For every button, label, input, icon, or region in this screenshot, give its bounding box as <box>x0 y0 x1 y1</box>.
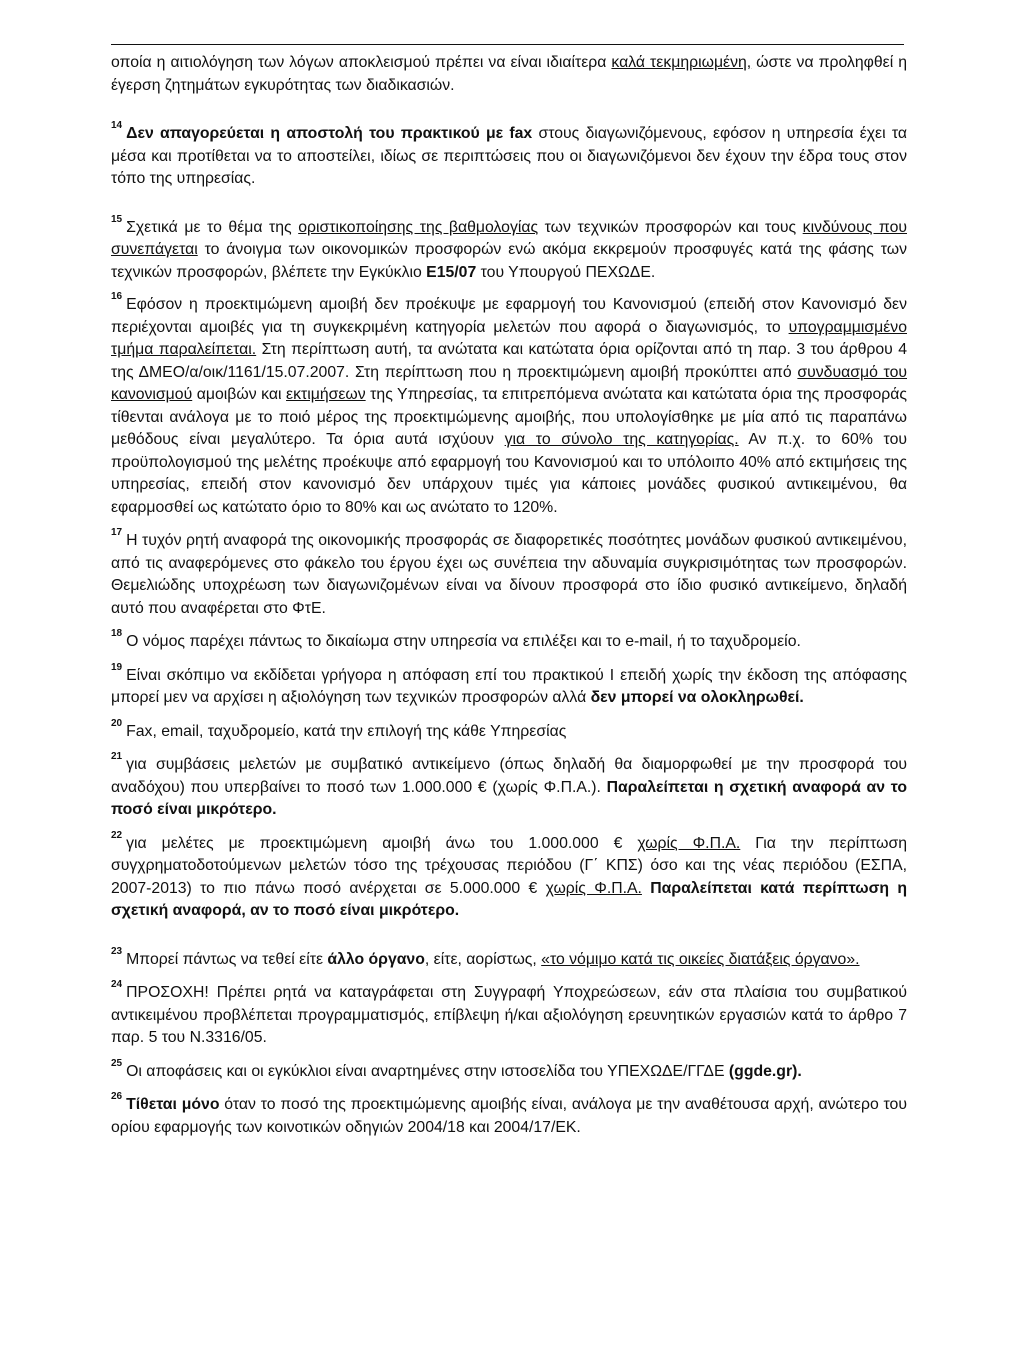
footnote-number: 19 <box>111 661 123 673</box>
footnote-19: $^{19}$ Είναι σκόπιμο να εκδίδεται γρήγορα η απόφαση επί του πρακτικού Ι επειδή χωρίς την έκδοση της απόφασης μπορεί μεν να αρχίσει η αξιολόγηση των τεχνικών προσφορών αλλά δεν μπορεί να ολοκληρωθεί. <box>111 661 907 706</box>
footnote-24: $^{24}$ ΠΡΟΣΟΧΗ! Πρέπει ρητά να καταγράφεται στη Συγγραφή Υποχρεώσεων, εάν στα πλαίσια του συμβατικού αντικειμένου προβλέπεται προγραμματισμός, επίβλεψη ή/και αξιολόγηση ερευνητικών εργασιών κατά το άρθρο 7 παρ. 5 του Ν.3316/05. <box>111 979 907 1046</box>
footnote-number: 17 <box>111 527 123 538</box>
footnote-17: $^{17}$ Η τυχόν ρητή αναφορά της οικονομικής προσφοράς σε διαφορετικές ποσότητες μονάδων φυσικού αντικειμένου, από τις αναφερόμενες στο φάκελο του έργου έχει ως συνέπεια την αδυναμία συγκρισιμότητας των προσφορών. Θεμελιώδης υποχρέωση των διαγωνιζομένων είναι να δίνουν προσφορά στο ίδιο φυσικό αντικείμενο, δηλαδή αυτό που αναφέρεται στο ΦτΕ. <box>111 527 907 617</box>
footnote-14: $^{14}$ Δεν απαγορεύεται η αποστολή του πρακτικού με fax στους διαγωνιζόμενους, εφόσον η υπηρεσία έχει τα μέσα και προτίθεται να το αποστείλει, ιδίως σε περιπτώσεις που οι διαγωνιζόμενοι δεν έχουν την έδρα τους στον τόπο της υπηρεσίας. <box>111 120 907 187</box>
footnote-21: $^{21}$ για συμβάσεις μελετών με συμβατικό αντικείμενο (όπως δηλαδή θα διαμορφωθεί με την προσφορά του αναδόχου) που υπερβαίνει το ποσό των 1.000.000 € (χωρίς Φ.Π.Α.). Παραλείπεται η σχετική αναφορά αν το ποσό είναι μικρότερο. <box>111 751 907 818</box>
footnote-number: 26 <box>111 1091 123 1102</box>
footnote-separator-line <box>111 44 904 45</box>
footnotes-area <box>111 52 907 1139</box>
footnote-number: 14 <box>111 120 123 131</box>
footnote-number: 24 <box>111 979 123 990</box>
footnote-16: $^{16}$ Εφόσον η προεκτιμώμενη αμοιβή δεν προέκυψε με εφαρμογή του Κανονισμού (επειδή στον Κανονισμό δεν περιέχονται αμοιβές για τη συγκεκριμένη κατηγορία μελετών που αφορά ο διαγωνισμός, το υπογραμμισμένο τμήμα παραλείπεται. Στη περίπτωση αυτή, τα ανώτατα και κατώτατα όρια ορίζονται από τη παρ. 3 του άρθρου 4 της ΔΜΕΟ/α/οικ/1161/15.07.2007. Στη περίπτωση που η προεκτιμώμενη αμοιβή προκύπτει από συνδυασμό του κανονισμού αμοιβών και εκτιμήσεων της Υπηρεσίας, τα επιτρεπόμενα ανώτατα και κατώτατα όρια της προσφοράς τίθενται ανάλογα με το ποιό μέρος της προεκτιμώμενης αμοιβής, που υπολογίσθηκε με μία από τις παραπάνω μεθόδους είναι μεγαλύτερο. Τα όρια αυτά ισχύουν για το σύνολο της κατηγορίας. Αν π.χ. το 60% του προϋπολογισμού της μελέτης προέκυψε από εφαρμογή του Κανονισμού και το υπόλοιπο 40% από εκτιμήσεις της υπηρεσίας, επειδή στον κανονισμό δεν υπάρχουν τιμές για κάποιες μονάδες φυσικού αντικειμένου, θα εφαρμοσθεί ως κατώτατο όριο το 80% και ως ανώτατο το 120%. <box>111 291 907 516</box>
footnote-number: 18 <box>111 628 123 639</box>
footnote-22: $^{22}$ για μελέτες με προεκτιμώμενη αμοιβή άνω του 1.000.000 € χωρίς Φ.Π.Α. Για την περίπτωση συγχρηματοδοτούμενων μελετών τόσο της τρέχουσας περιόδου (Γ΄ ΚΠΣ) όσο και της νέας περιόδου (ΕΣΠΑ, 2007-2013) το πιο πάνω ποσό ανέρχεται σε 5.000.000 € χωρίς Φ.Π.Α. Παραλείπεται κατά περίπτωση η σχετική αναφορά, αν το ποσό είναι μικρότερο. <box>111 829 907 919</box>
footnote-25: $^{25}$ Οι αποφάσεις και οι εγκύκλιοι είναι αναρτημένες στην ιστοσελίδα του ΥΠΕΧΩΔΕ/ΓΓΔΕ (ggde.gr). <box>111 1057 802 1080</box>
footnote-number: 23 <box>111 945 123 957</box>
footnote-number: 16 <box>111 291 123 302</box>
footnote-number: 15 <box>111 213 123 225</box>
footnote-15: $^{15}$ Σχετικά με το θέμα της οριστικοποίησης της βαθμολογίας των τεχνικών προσφορών και τους κινδύνους που συνεπάγεται το άνοιγμα των οικονομικών προσφορών ενώ ακόμα εκκρεμούν προσφυγές κατά της φάσης των τεχνικών προσφορών, βλέπετε την Εγκύκλιο Ε15/07 του Υπουργού ΠΕΧΩΔΕ. <box>111 213 907 281</box>
footnote-number: 21 <box>111 751 123 762</box>
footnote-number: 20 <box>111 717 123 729</box>
footnote-number: 22 <box>111 829 123 841</box>
footnote-continuation: οποία η αιτιολόγηση των λόγων αποκλεισμού πρέπει να είναι ιδιαίτερα καλά τεκμηριωμένη, ώστε να προληφθεί η έγερση ζητημάτων εγκυρότητας των διαδικασιών. <box>111 54 907 94</box>
footnote-26: $^{26}$ Τίθεται μόνο όταν το ποσό της προεκτιμώμενης αμοιβής είναι, ανάλογα με την αναθέτουσα αρχή, ανώτερο του ορίου εφαρμογής των κοινοτικών οδηγιών 2004/18 και 2004/17/ΕΚ. <box>111 1091 907 1136</box>
footnote-number: 25 <box>111 1057 123 1069</box>
footnote-20: $^{20}$ Fax, email, ταχυδρομείο, κατά την επιλογή της κάθε Υπηρεσίας <box>111 717 567 740</box>
footnote-23: $^{23}$ Μπορεί πάντως να τεθεί είτε άλλο όργανο, είτε, αορίστως, «το νόμιμο κατά τις οικείες διατάξεις όργανο». <box>111 945 860 968</box>
footnote-18: $^{18}$ Ο νόμος παρέχει πάντως το δικαίωμα στην υπηρεσία να επιλέξει και το e-mail, ή το ταχυδρομείο. <box>111 628 801 650</box>
